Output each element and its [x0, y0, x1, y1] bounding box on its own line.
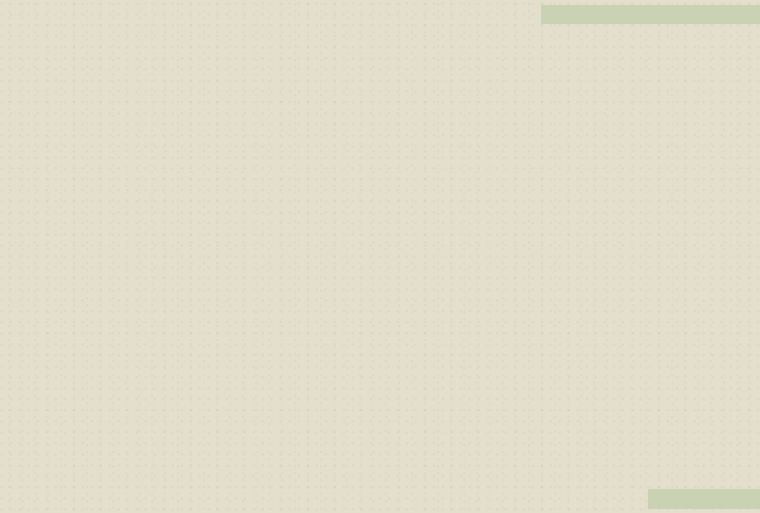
month-header-tab	[541, 5, 760, 24]
month-tab[interactable]	[648, 489, 760, 509]
